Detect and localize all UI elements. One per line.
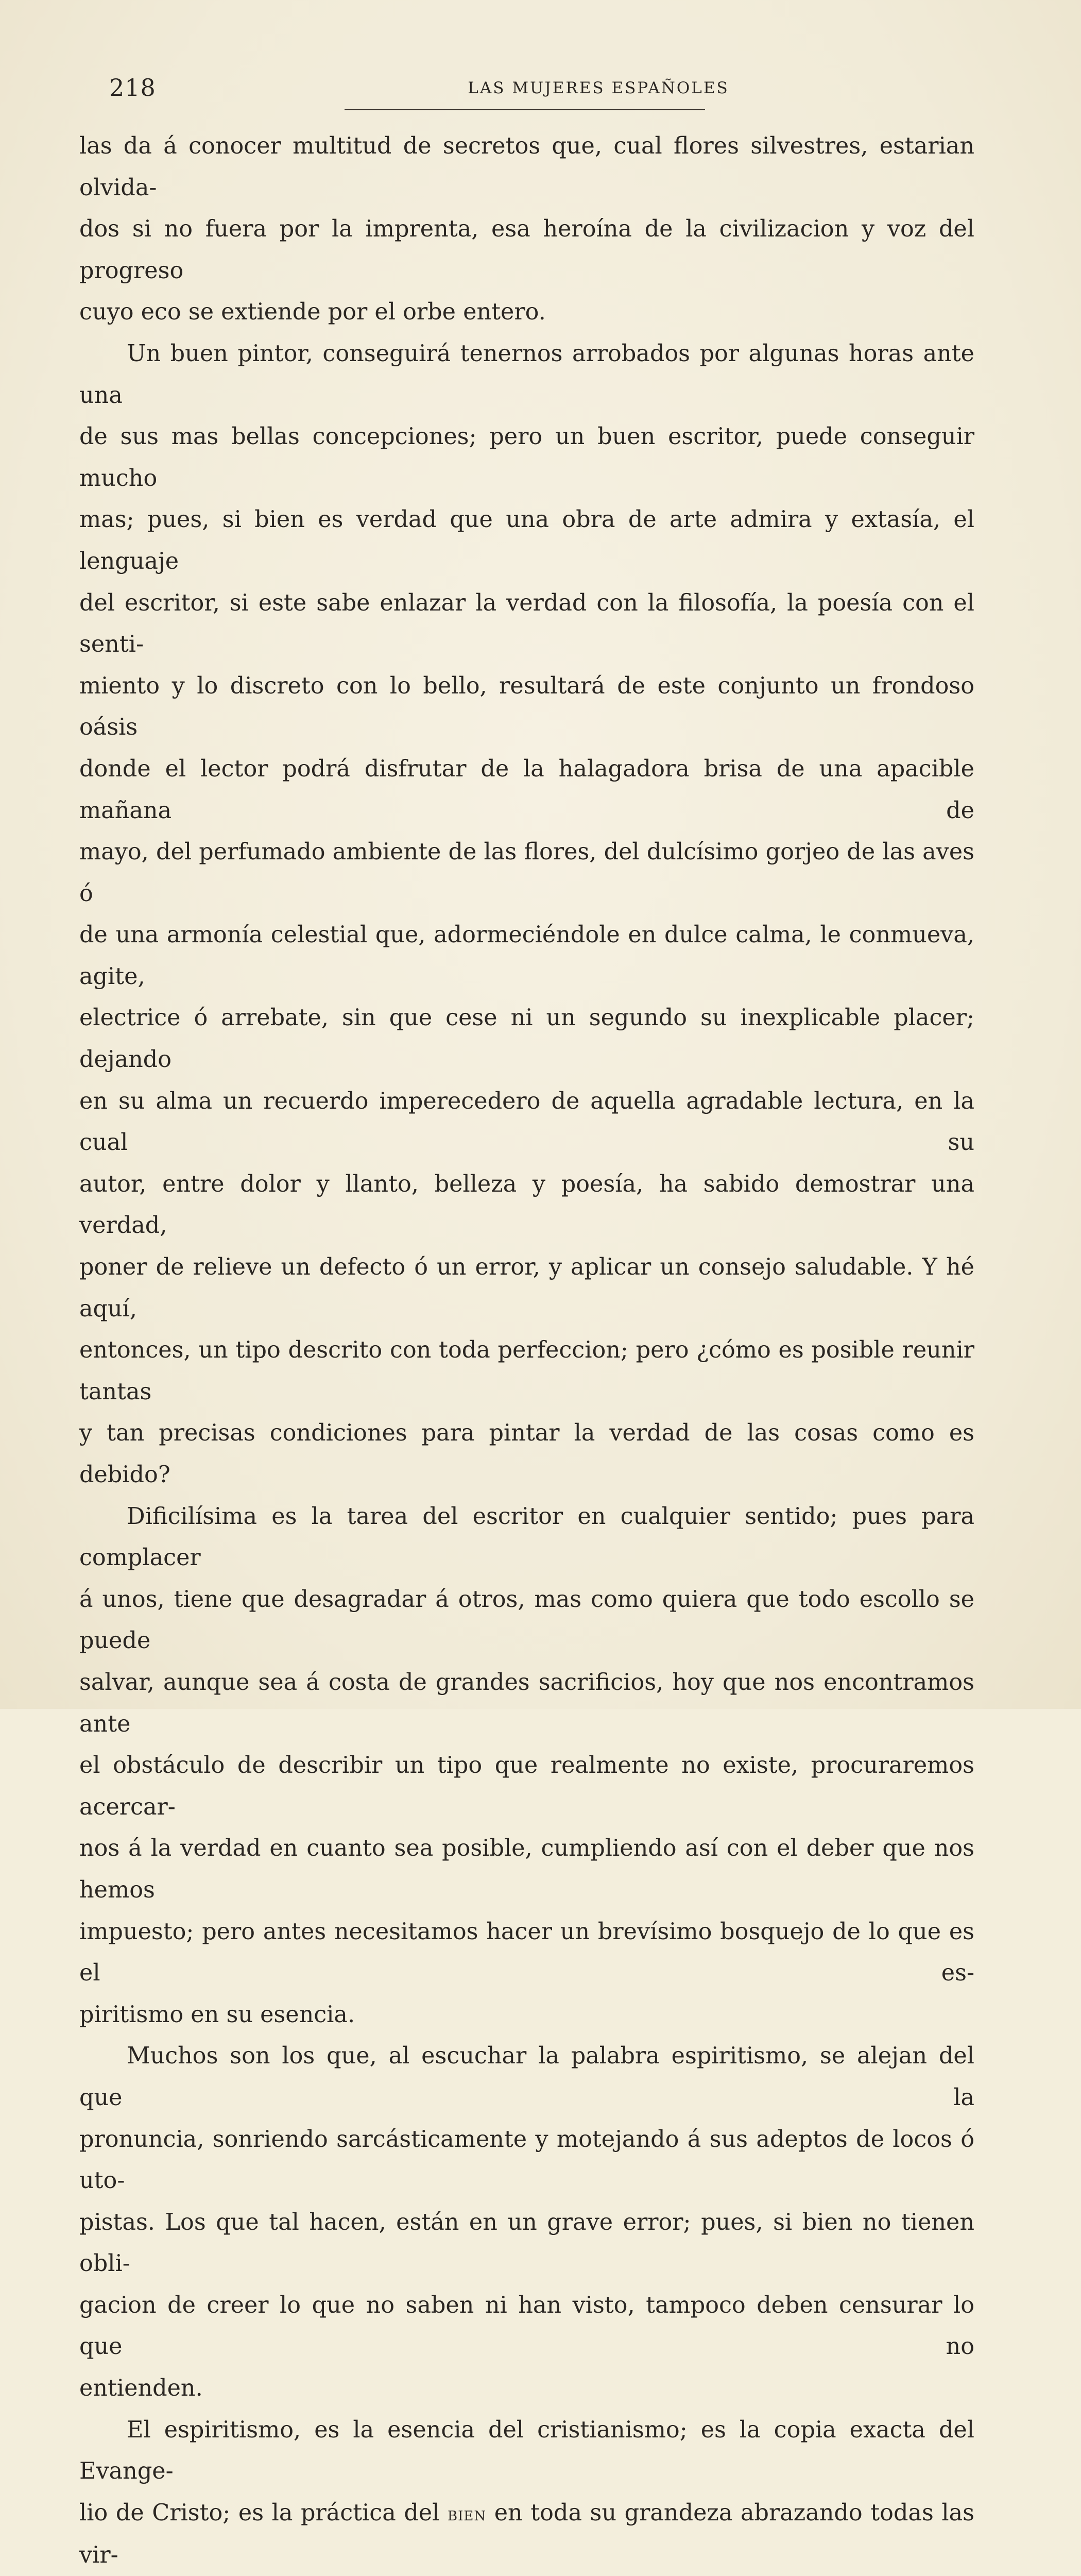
text-line: pronuncia, sonriendo sarcásticamente y motejando á sus adeptos de locos ó uto- bbox=[79, 2126, 974, 2194]
text-fragment: en toda su grandeza abrazando todas las vir- bbox=[79, 2499, 974, 2569]
text-line: de sus mas bellas concepciones; pero un buen escritor, puede conseguir mucho bbox=[79, 423, 974, 492]
text-line: piritismo en su esencia. bbox=[79, 2001, 355, 2028]
text-line: mayo, del perfumado ambiente de las flores, del dulcísimo gorjeo de las aves ó bbox=[79, 839, 974, 907]
text-line: las da á conocer multitud de secretos que, cual flores silvestres, estarian olvida- bbox=[79, 133, 974, 201]
text-line: y tan precisas condiciones para pintar la verdad de las cosas como es debido? bbox=[79, 1420, 974, 1488]
text-line: poner de relieve un defecto ó un error, y aplicar un consejo saludable. Y hé aquí, bbox=[79, 1254, 974, 1322]
body-text bbox=[79, 126, 974, 2576]
text-line: nos á la verdad en cuanto sea posible, cumpliendo así con el deber que nos hemos bbox=[79, 1835, 974, 1903]
text-line: dos si no fuera por la imprenta, esa heroína de la civilizacion y voz del progreso bbox=[79, 216, 974, 284]
header-rule bbox=[345, 109, 705, 110]
text-line: el obstáculo de describir un tipo que realmente no existe, procuraremos acercar- bbox=[79, 1752, 974, 1820]
running-head: LAS MUJERES ESPAÑOLES bbox=[468, 79, 729, 97]
text-line: Muchos son los que, al escuchar la palabra espiritismo, se alejan del que la bbox=[79, 2043, 974, 2111]
small-caps-word: bien bbox=[448, 2502, 487, 2525]
text-line: impuesto; pero antes necesitamos hacer un brevísimo bosquejo de lo que es el es- bbox=[79, 1918, 974, 1987]
text-line: donde el lector podrá disfrutar de la halagadora brisa de una apacible mañana de bbox=[79, 755, 974, 824]
text-line: en su alma un recuerdo imperecedero de aquella agradable lectura, en la cual su bbox=[79, 1088, 974, 1156]
text-line: entonces, un tipo descrito con toda perfeccion; pero ¿cómo es posible reunir tantas bbox=[79, 1337, 974, 1405]
text-line: Dificilísima es la tarea del escritor en cualquier sentido; pues para complacer bbox=[79, 1503, 974, 1571]
text-line: á unos, tiene que desagradar á otros, mas como quiera que todo escollo se puede bbox=[79, 1586, 974, 1654]
text-line: de una armonía celestial que, adormeciéndole en dulce calma, le conmueva, agite, bbox=[79, 922, 974, 990]
text-line: entienden. bbox=[79, 2375, 203, 2402]
text-line bbox=[79, 2493, 974, 2576]
text-line: miento y lo discreto con lo bello, resultará de este conjunto un frondoso oásis bbox=[79, 672, 974, 741]
text-line: pistas. Los que tal hacen, están en un grave error; pues, si bien no tienen obli- bbox=[79, 2209, 974, 2277]
text-line: autor, entre dolor y llanto, belleza y poesía, ha sabido demostrar una verdad, bbox=[79, 1171, 974, 1239]
page-header bbox=[109, 72, 968, 108]
text-line: del escritor, si este sabe enlazar la verdad con la filosofía, la poesía con el senti- bbox=[79, 589, 974, 658]
text-line: salvar, aunque sea á costa de grandes sacrificios, hoy que nos encontramos ante bbox=[79, 1669, 974, 1737]
text-line: electrice ó arrebate, sin que cese ni un segundo su inexplicable placer; dejando bbox=[79, 1005, 974, 1073]
text-line: cuyo eco se extiende por el orbe entero. bbox=[79, 299, 546, 326]
text-line: mas; pues, si bien es verdad que una obra de arte admira y extasía, el lenguaje bbox=[79, 506, 974, 574]
text-line: Un buen pintor, conseguirá tenernos arrobados por algunas horas ante una bbox=[79, 340, 974, 409]
text-line: gacion de creer lo que no saben ni han visto, tampoco deben censurar lo que no bbox=[79, 2292, 974, 2360]
text-fragment: lio de Cristo; es la práctica del bbox=[79, 2499, 440, 2526]
page-number: 218 bbox=[109, 74, 156, 101]
text-line: El espiritismo, es la esencia del cristianismo; es la copia exacta del Evange- bbox=[79, 2416, 974, 2485]
